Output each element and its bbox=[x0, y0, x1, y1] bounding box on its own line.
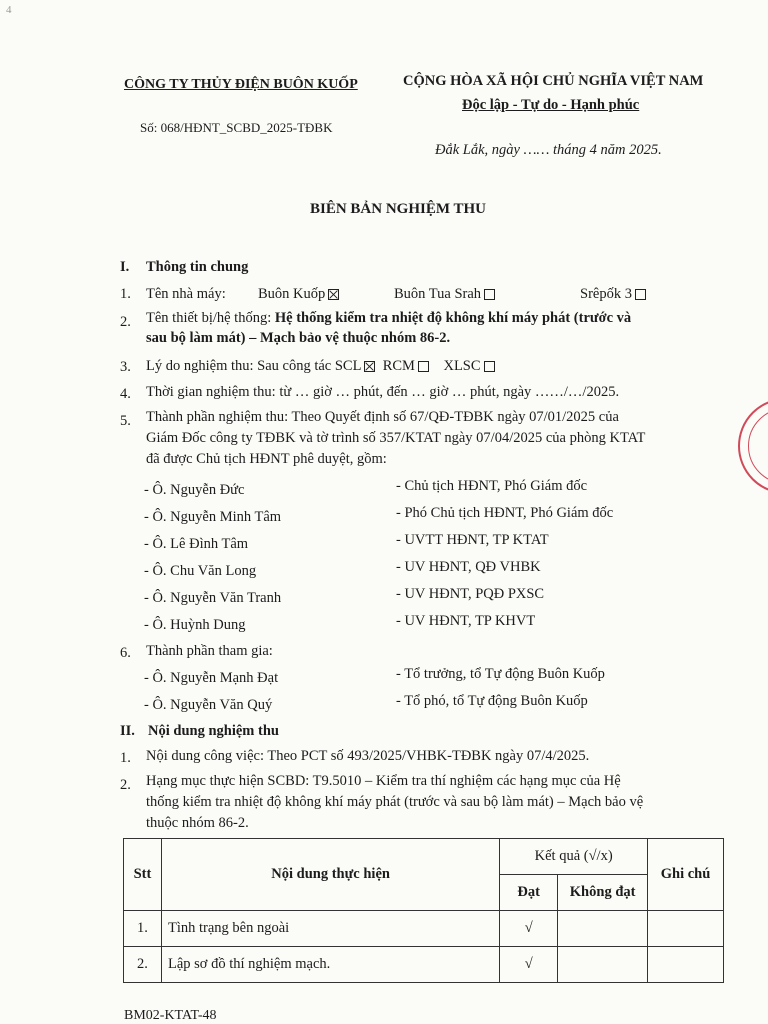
committee-line2: Giám Đốc công ty TĐBK và tờ trình số 357/KTAT ngày 07/04/2025 của phòng KTAT bbox=[146, 430, 646, 446]
table-row bbox=[124, 947, 724, 983]
committee-line3: đã được Chủ tịch HĐNT phê duyệt, gồm: bbox=[146, 451, 387, 467]
reason-row bbox=[146, 358, 495, 375]
member-name: - Ô. Nguyễn Minh Tâm bbox=[144, 509, 282, 525]
participant-name: - Ô. Nguyễn Mạnh Đạt bbox=[144, 670, 279, 686]
scbd-line3: thuộc nhóm 86-2. bbox=[146, 815, 249, 831]
plant-option-label: Buôn Tua Srah bbox=[394, 286, 482, 302]
row-note bbox=[648, 911, 724, 947]
member-role: - UVTT HĐNT, TP KTAT bbox=[396, 532, 549, 548]
section1-roman: I. bbox=[120, 259, 130, 275]
row-fail bbox=[558, 911, 648, 947]
header-note: Ghi chú bbox=[648, 839, 724, 911]
empty-box-icon bbox=[484, 289, 495, 300]
checked-box-icon bbox=[328, 289, 339, 300]
row-content: Lập sơ đồ thí nghiệm mạch. bbox=[161, 947, 499, 983]
item6-num: 6. bbox=[120, 645, 131, 661]
member-role: - UV HĐNT, PQĐ PXSC bbox=[396, 586, 545, 602]
section2-heading: Nội dung nghiệm thu bbox=[148, 723, 279, 739]
empty-box-icon bbox=[635, 289, 646, 300]
member-name: - Ô. Huỳnh Dung bbox=[144, 617, 246, 633]
item2-num: 2. bbox=[120, 314, 131, 330]
header-content: Nội dung thực hiện bbox=[161, 839, 499, 911]
s2-item1-num: 1. bbox=[120, 750, 131, 766]
member-name: - Ô. Chu Văn Long bbox=[144, 563, 257, 579]
reason-rcm: RCM bbox=[382, 358, 415, 374]
item1-num: 1. bbox=[120, 286, 131, 302]
header-fail: Không đạt bbox=[558, 875, 648, 911]
reason-xlsc: XLSC bbox=[443, 358, 481, 374]
checked-box-icon bbox=[364, 361, 375, 372]
reason-label: Lý do nghiệm thu: Sau công tác SCL bbox=[146, 358, 362, 374]
system-name: Hệ thống kiểm tra nhiệt độ không khí máy phát (trước và bbox=[274, 310, 632, 326]
motto: Độc lập - Tự do - Hạnh phúc bbox=[462, 97, 640, 113]
member-role: - UV HĐNT, QĐ VHBK bbox=[396, 559, 541, 575]
plant-option-label: Srêpốk 3 bbox=[580, 286, 632, 302]
table-row bbox=[124, 911, 724, 947]
section2-roman: II. bbox=[120, 723, 135, 739]
empty-box-icon bbox=[418, 361, 429, 372]
participants-label: Thành phần tham gia: bbox=[146, 643, 273, 659]
item5-num: 5. bbox=[120, 413, 131, 429]
results-table bbox=[123, 838, 724, 983]
company-stamp bbox=[738, 398, 768, 494]
item4-num: 4. bbox=[120, 386, 131, 402]
plant-option-buon-kuop bbox=[258, 286, 339, 303]
row-stt: 2. bbox=[124, 947, 162, 983]
plant-option-buon-tua-srah bbox=[394, 286, 495, 303]
row-pass: √ bbox=[500, 947, 558, 983]
header-pass: Đạt bbox=[500, 875, 558, 911]
page-marker: 4 bbox=[6, 4, 12, 16]
item3-num: 3. bbox=[120, 359, 131, 375]
scbd-line1: Hạng mục thực hiện SCBD: T9.5010 – Kiểm tra thí nghiệm các hạng mục của Hệ bbox=[146, 773, 621, 789]
member-role: - Phó Chủ tịch HĐNT, Phó Giám đốc bbox=[396, 505, 614, 521]
participant-role: - Tổ trưởng, tổ Tự động Buôn Kuốp bbox=[396, 666, 605, 682]
document-title: BIÊN BẢN NGHIỆM THU bbox=[310, 201, 487, 217]
scbd-line2: thống kiểm tra nhiệt độ không khí máy phát (trước và sau bộ làm mát) – Mạch bảo vệ bbox=[146, 794, 644, 810]
member-name: - Ô. Lê Đình Tâm bbox=[144, 536, 249, 552]
system-name-cont: sau bộ làm mát) – Mạch bảo vệ thuộc nhóm 86-2. bbox=[146, 330, 451, 346]
section1-heading: Thông tin chung bbox=[146, 259, 249, 275]
row-content: Tình trạng bên ngoài bbox=[161, 911, 499, 947]
committee-line1: Thành phần nghiệm thu: Theo Quyết định số 67/QĐ-TĐBK ngày 07/01/2025 của bbox=[146, 409, 619, 425]
member-role: - UV HĐNT, TP KHVT bbox=[396, 613, 536, 629]
s2-item2-num: 2. bbox=[120, 777, 131, 793]
row-stt: 1. bbox=[124, 911, 162, 947]
participant-name: - Ô. Nguyễn Văn Quý bbox=[144, 697, 273, 713]
place-date: Đắk Lắk, ngày …… tháng 4 năm 2025. bbox=[435, 142, 662, 158]
empty-box-icon bbox=[484, 361, 495, 372]
member-name: - Ô. Nguyễn Văn Tranh bbox=[144, 590, 282, 606]
row-note bbox=[648, 947, 724, 983]
plant-option-label: Buôn Kuốp bbox=[258, 286, 326, 302]
inspection-time: Thời gian nghiệm thu: từ … giờ … phút, đến … giờ … phút, ngày ……/…/2025. bbox=[146, 384, 620, 400]
member-name: - Ô. Nguyễn Đức bbox=[144, 482, 245, 498]
member-role: - Chủ tịch HĐNT, Phó Giám đốc bbox=[396, 478, 588, 494]
company-name: CÔNG TY THỦY ĐIỆN BUÔN KUỐP bbox=[124, 77, 358, 92]
item2-line1 bbox=[146, 310, 631, 327]
document-number: Số: 068/HĐNT_SCBD_2025-TĐBK bbox=[140, 120, 333, 135]
country-name: CỘNG HÒA XÃ HỘI CHỦ NGHĨA VIỆT NAM bbox=[403, 73, 704, 89]
form-code: BM02-KTAT-48 bbox=[124, 1008, 217, 1023]
plant-option-srepok3 bbox=[580, 286, 646, 303]
work-content: Nội dung công việc: Theo PCT số 493/2025/VHBK-TĐBK ngày 07/4/2025. bbox=[146, 748, 590, 764]
row-pass: √ bbox=[500, 911, 558, 947]
participant-role: - Tổ phó, tổ Tự động Buôn Kuốp bbox=[396, 693, 588, 709]
header-stt: Stt bbox=[124, 839, 162, 911]
header-result: Kết quả (√/x) bbox=[500, 839, 648, 875]
system-label: Tên thiết bị/hệ thống: bbox=[146, 310, 272, 326]
plant-label: Tên nhà máy: bbox=[146, 286, 226, 302]
row-fail bbox=[558, 947, 648, 983]
